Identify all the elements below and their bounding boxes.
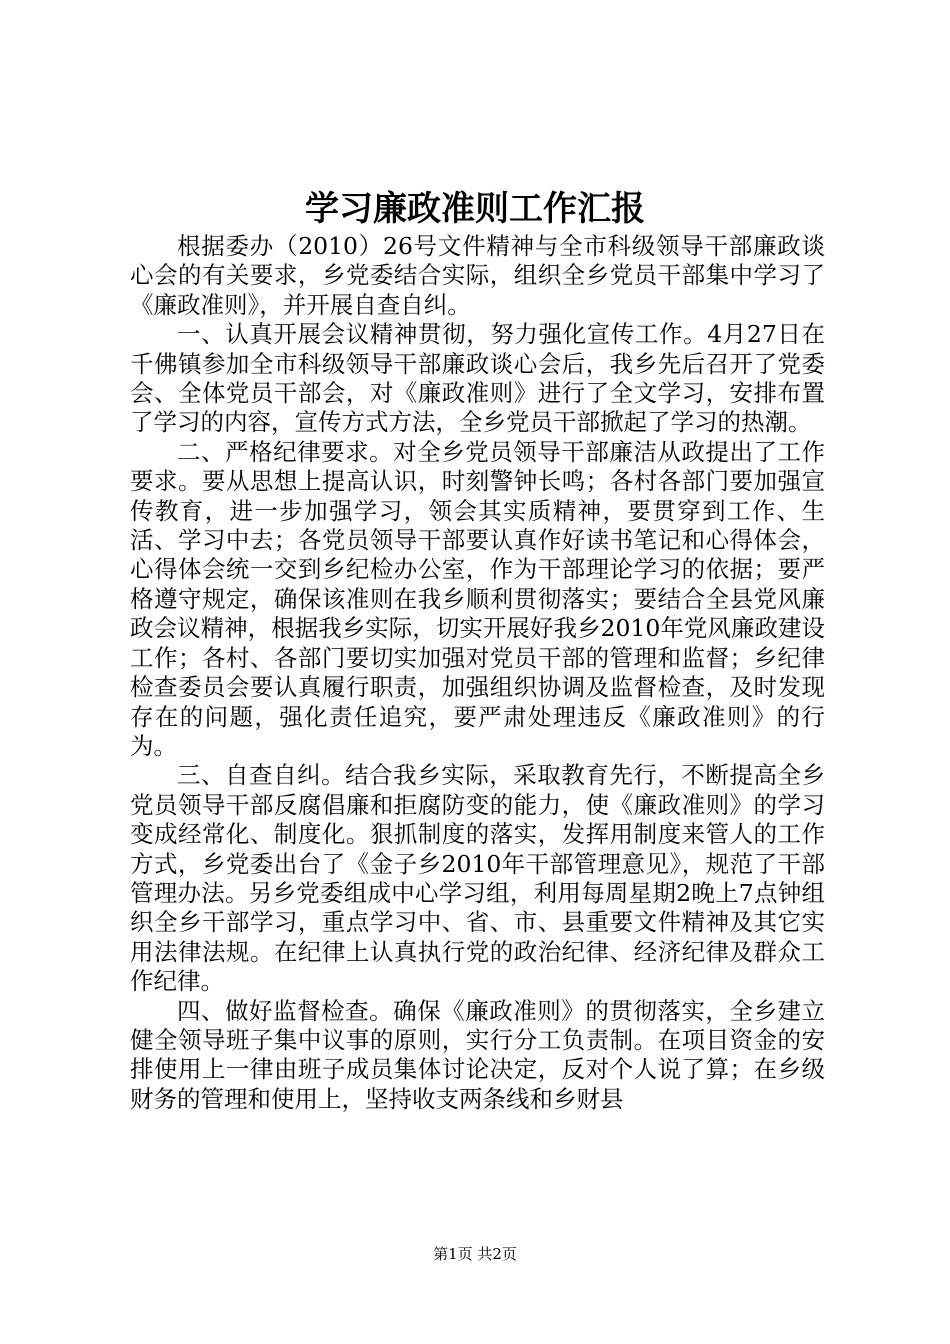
- paragraph-section-1: 一、认真开展会议精神贯彻，努力强化宣传工作。4月27日在千佛镇参加全市科级领导干部廉政谈心会后，我乡先后召开了党委会、全体党员干部会，对《廉政准则》进行了全文学习，安排布置了学习的内容，宣传方式方法，全乡党员干部掀起了学习的热潮。: [130, 320, 825, 437]
- paragraph-section-2: 二、严格纪律要求。对全乡党员领导干部廉洁从政提出了工作要求。要从思想上提高认识，时刻警钟长鸣；各村各部门要加强宣传教育，进一步加强学习，领会其实质精神，要贯穿到工作、生活、学习中去；各党员领导干部要认真作好读书笔记和心得体会，心得体会统一交到乡纪检办公室，作为干部理论学习的依据；要严格遵守规定，确保该准则在我乡顺利贯彻落实；要结合全县党风廉政会议精神，根据我乡实际，切实开展好我乡2010年党风廉政建设工作；各村、各部门要切实加强对党员干部的管理和监督；乡纪律检查委员会要认真履行职责，加强组织协调及监督检查，及时发现存在的问题，强化责任追究，要严肃处理违反《廉政准则》的行为。: [130, 437, 825, 760]
- paragraph-intro: 根据委办（2010）26号文件精神与全市科级领导干部廉政谈心会的有关要求，乡党委结合实际，组织全乡党员干部集中学习了《廉政准则》，并开展自查自纠。: [130, 232, 825, 319]
- document-body: [130, 232, 825, 1114]
- paragraph-section-4: 四、做好监督检查。确保《廉政准则》的贯彻落实，全乡建立健全领导班子集中议事的原则，实行分工负责制。在项目资金的安排使用上一律由班子成员集体讨论决定，反对个人说了算；在乡级财务的管理和使用上，坚持收支两条线和乡财县: [130, 996, 825, 1113]
- page-number-footer: 第1页 共2页: [433, 1245, 517, 1263]
- paragraph-section-3: 三、自查自纠。结合我乡实际，采取教育先行，不断提高全乡党员领导干部反腐倡廉和拒腐防变的能力，使《廉政准则》的学习变成经常化、制度化。狠抓制度的落实，发挥用制度来管人的工作方式，乡党委出台了《金子乡2010年干部管理意见》，规范了干部管理办法。另乡党委组成中心学习组，利用每周星期2晚上7点钟组织全乡干部学习，重点学习中、省、市、县重要文件精神及其它实用法律法规。在纪律上认真执行党的政治纪律、经济纪律及群众工作纪律。: [130, 761, 825, 996]
- document-title: 学习廉政准则工作汇报: [305, 189, 645, 229]
